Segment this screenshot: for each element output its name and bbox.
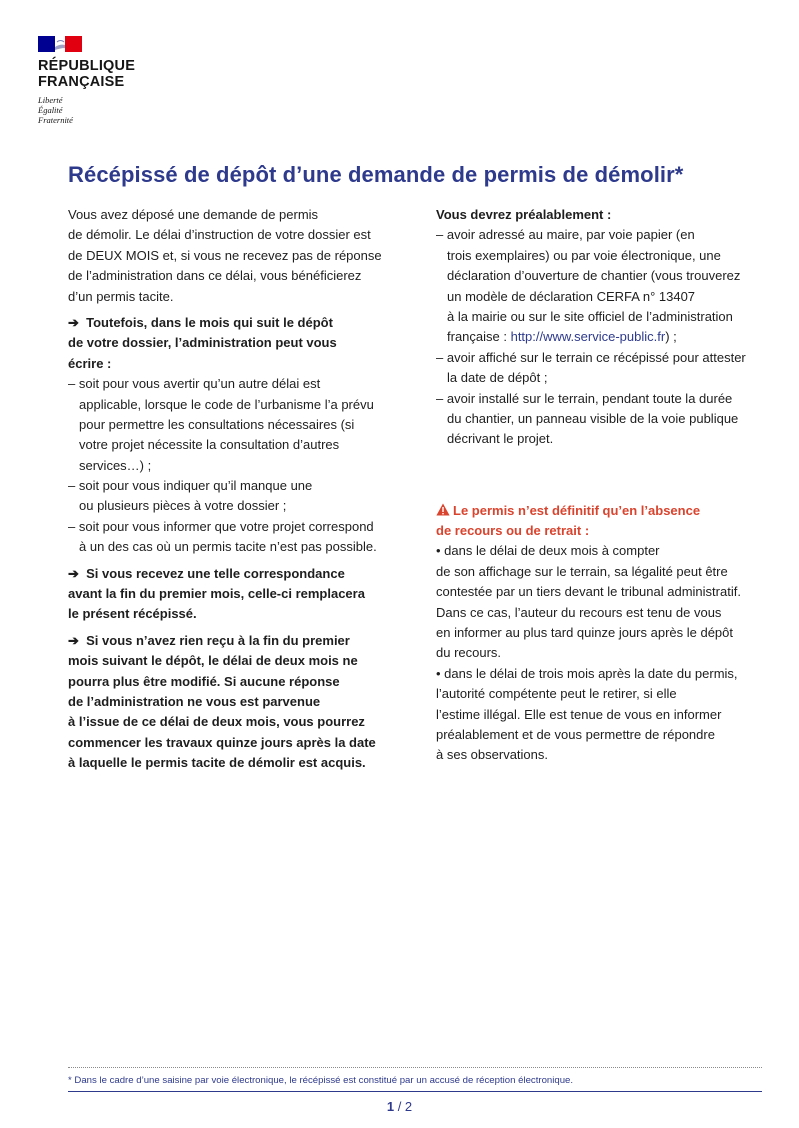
obligations-heading: Vous devrez préalablement : — [436, 207, 612, 222]
si-rien-line: pourra plus être modifié. Si aucune réponse — [68, 673, 340, 689]
si-recevez-heading: ➔ Si vous recevez une telle correspondance — [68, 565, 345, 581]
list-item: – avoir adressé au maire, par voie papier (en — [436, 227, 695, 243]
intro-line: de l’administration dans ce délai, vous bénéficierez — [68, 268, 362, 284]
list-item: à un des cas où un permis tacite n’est pas possible. — [79, 539, 377, 555]
list-item: pour permettre les consultations nécessaires (si — [79, 416, 355, 432]
list-item: votre projet nécessite la consultation d’autres — [79, 437, 340, 453]
logo-line-2: FRANÇAISE — [38, 74, 125, 90]
page-separator: / — [394, 1099, 405, 1114]
list-item: applicable, lorsque le code de l’urbanisme l’a prévu — [79, 396, 374, 412]
list-item: – soit pour vous informer que votre projet correspond — [68, 518, 374, 534]
toutefois-line: de votre dossier, l’administration peut vous — [68, 335, 337, 351]
list-item: ou plusieurs pièces à votre dossier ; — [79, 498, 287, 514]
arrow-right-icon: ➔ — [68, 314, 79, 330]
logo-motto-fraternite: Fraternité — [38, 115, 73, 125]
footnote: * Dans le cadre d’une saisine par voie électronique, le récépissé est constitué par un accusé de réception électronique. — [68, 1075, 574, 1086]
list-item: déclaration d’ouverture de chantier (vous trouverez — [447, 268, 741, 284]
toutefois-line: écrire : — [68, 355, 112, 371]
list-item: services…) ; — [79, 457, 152, 473]
logo-line-1: RÉPUBLIQUE — [38, 58, 136, 74]
si-rien-heading: ➔ Si vous n’avez rien reçu à la fin du premier — [68, 632, 350, 648]
footer-divider — [68, 1091, 762, 1092]
intro-line: Vous avez déposé une demande de permis — [68, 207, 319, 222]
warning-line: • dans le délai de trois mois après la date du permis, — [436, 665, 738, 681]
warning-line: du recours. — [436, 645, 502, 661]
warning-line: • dans le délai de deux mois à compter — [436, 543, 660, 559]
intro-line: de DEUX MOIS et, si vous ne recevez pas de réponse — [68, 247, 382, 263]
page-title: Récépissé de dépôt d’une demande de permis de démolir* — [68, 162, 684, 187]
intro-line: de démolir. Le délai d’instruction de votre dossier est — [68, 227, 371, 243]
arrow-right-icon: ➔ — [68, 565, 79, 581]
warning-triangle-icon — [436, 503, 450, 516]
list-item: française : http://www.service-public.fr) ; — [447, 329, 677, 345]
warning-line: à ses observations. — [436, 747, 549, 763]
list-item: – soit pour vous indiquer qu’il manque une — [68, 478, 313, 494]
footnote-separator — [68, 1067, 762, 1068]
logo-motto-egalite: Égalité — [38, 105, 63, 115]
list-item: trois exemplaires) ou par voie électronique, une — [447, 247, 721, 263]
si-rien-line: mois suivant le dépôt, le délai de deux mois ne — [68, 653, 358, 669]
current-page: 1 — [386, 1099, 395, 1114]
si-rien-line: à l’issue de ce délai de deux mois, vous pourrez — [68, 714, 365, 730]
total-pages: 2 — [404, 1099, 413, 1114]
list-item: la date de dépôt ; — [447, 370, 548, 386]
si-rien-line: commencer les travaux quinze jours après la date — [68, 734, 376, 750]
si-rien-line: à laquelle le permis tacite de démolir est acquis. — [68, 755, 366, 771]
logo-motto-liberte: Liberté — [38, 95, 63, 105]
warning-line: de son affichage sur le terrain, sa légalité peut être — [436, 563, 728, 579]
list-item: un modèle de déclaration CERFA n° 13407 — [447, 288, 696, 304]
list-item: – avoir installé sur le terrain, pendant toute la durée — [436, 390, 733, 406]
list-item: à la mairie ou sur le site officiel de l’administration — [447, 308, 733, 324]
warning-line: contestée par un tiers devant le tribunal administratif. — [436, 584, 741, 600]
service-public-link[interactable]: http://www.service-public.fr — [510, 329, 666, 345]
toutefois-heading: ➔ Toutefois, dans le mois qui suit le dépôt — [68, 314, 333, 330]
republique-francaise-logo — [38, 36, 158, 131]
warning-line: en informer au plus tard quinze jours après le dépôt — [436, 625, 734, 641]
intro-line: d’un permis tacite. — [68, 288, 174, 304]
list-item: du chantier, un panneau visible de la voie publique — [447, 410, 739, 426]
warning-heading: Le permis n’est définitif qu’en l’absence — [436, 501, 776, 521]
left-column — [68, 205, 408, 774]
list-item: – avoir affiché sur le terrain ce récépissé pour attester — [436, 349, 746, 365]
warning-heading-line: de recours ou de retrait : — [436, 523, 590, 539]
right-column — [436, 205, 776, 766]
si-recevez-line: avant la fin du premier mois, celle-ci remplacera — [68, 586, 365, 602]
warning-line: préalablement et de vous permettre de répondre — [436, 726, 715, 742]
si-recevez-line: le présent récépissé. — [68, 606, 197, 622]
list-item: – soit pour vous avertir qu’un autre délai est — [68, 376, 321, 392]
warning-line: Dans ce cas, l’auteur du recours est tenu de vous — [436, 604, 722, 620]
arrow-right-icon: ➔ — [68, 632, 79, 648]
warning-line: l’estime illégal. Elle est tenue de vous en informer — [436, 706, 722, 722]
warning-line: l’autorité compétente peut le retirer, si elle — [436, 686, 677, 702]
si-rien-line: de l’administration ne vous est parvenue — [68, 693, 321, 709]
page-indicator — [0, 1099, 799, 1114]
marianne-flag-icon — [38, 36, 82, 52]
list-item: décrivant le projet. — [447, 431, 554, 447]
